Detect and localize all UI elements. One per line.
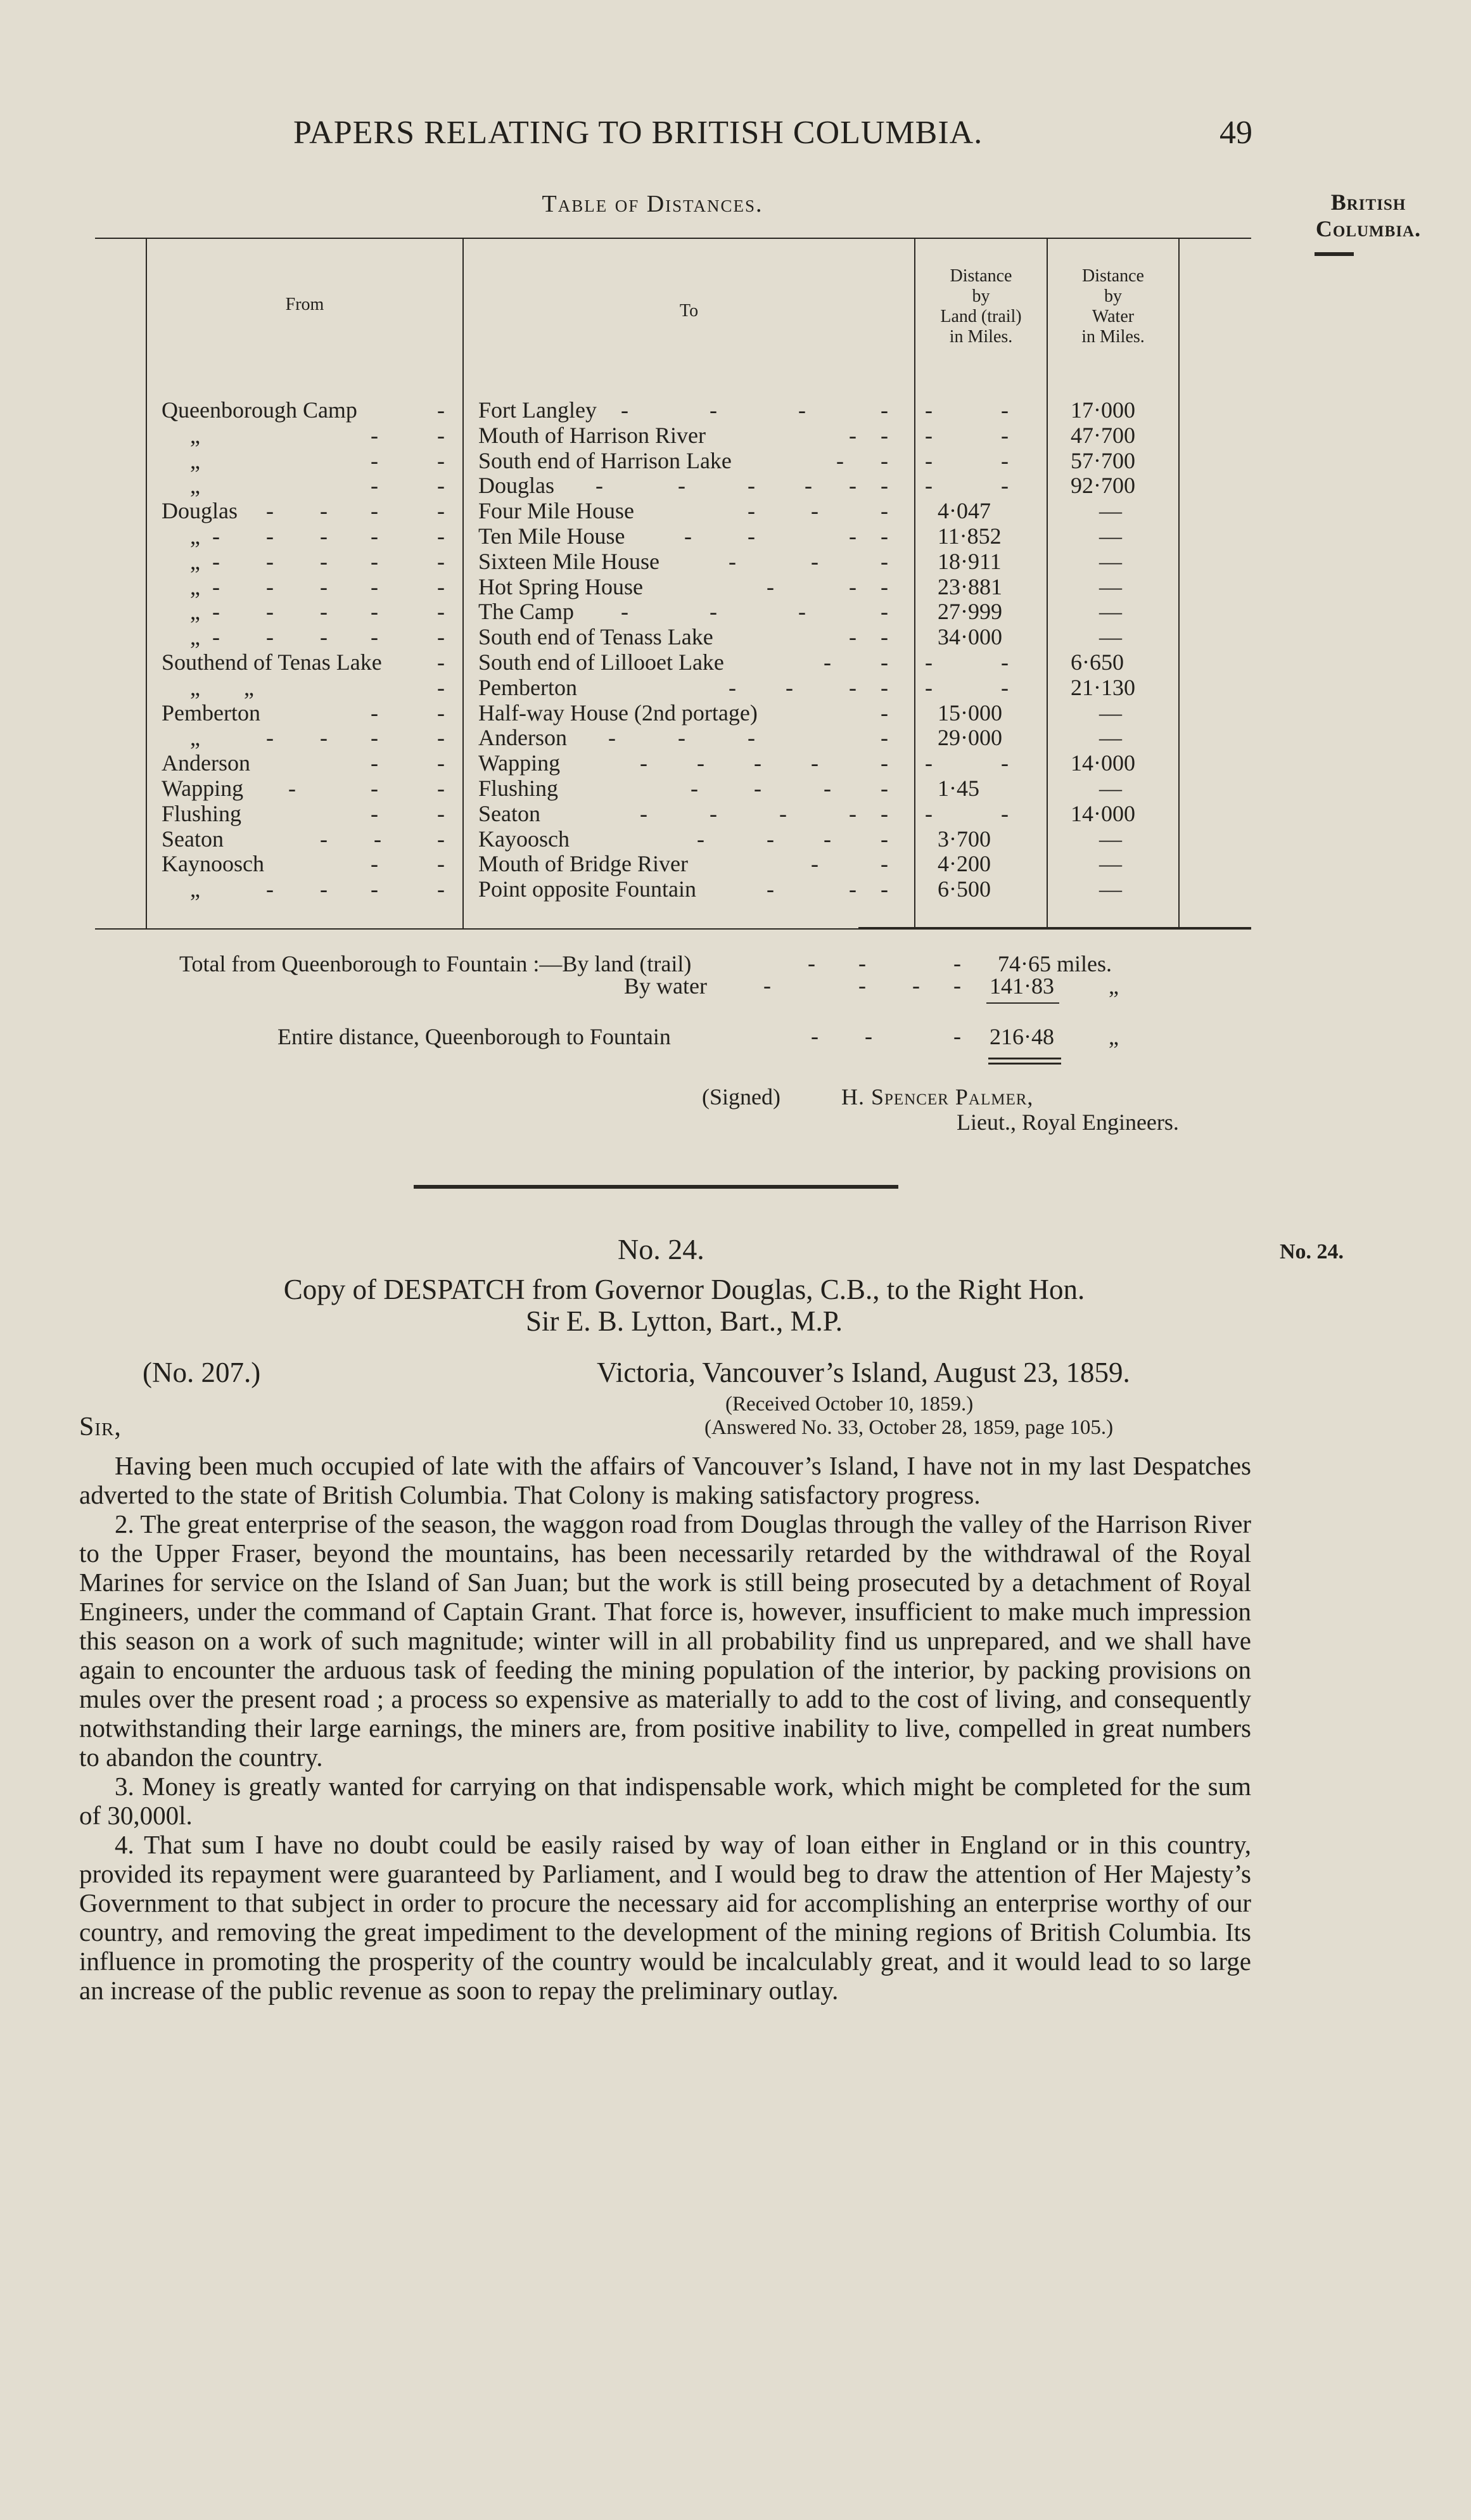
- leader-dash: -: [437, 574, 445, 599]
- header-water-line: Distance: [1082, 266, 1144, 286]
- cell-water: —: [1099, 523, 1122, 549]
- leader-dash: -: [881, 725, 888, 750]
- cell-from: Kaynoosch: [162, 851, 264, 876]
- leader-dash: -: [881, 776, 888, 801]
- cell-to: Point opposite Fountain: [478, 876, 697, 902]
- cell-land: -: [925, 423, 933, 448]
- leader-dash: -: [697, 750, 704, 776]
- cell-land: 6·500: [938, 876, 991, 902]
- leader-dash: -: [437, 826, 445, 852]
- leader-dash: -: [320, 523, 328, 549]
- leader-dash: -: [288, 776, 296, 801]
- leader-dash: -: [763, 973, 771, 998]
- leader-dash: -: [437, 801, 445, 826]
- leader-dash: -: [320, 574, 328, 599]
- cell-from: „: [190, 523, 200, 549]
- total-water-label: By water: [624, 973, 707, 999]
- leader-dash: -: [320, 876, 328, 902]
- leader-dash: -: [865, 1023, 872, 1049]
- leader-dash: -: [320, 826, 328, 852]
- table-bottom-rule: [95, 928, 1251, 930]
- despatch-heading-line2: Sir E. B. Lytton, Bart., M.P.: [525, 1305, 843, 1337]
- signed-label: (Signed): [702, 1084, 780, 1110]
- leader-dash: -: [849, 473, 856, 498]
- leader-dash: -: [881, 624, 888, 649]
- cell-water: —: [1099, 876, 1122, 902]
- leader-dash: -: [811, 851, 818, 876]
- leader-dash: -: [595, 473, 603, 498]
- leader-dash: -: [371, 549, 378, 574]
- leader-dash: -: [805, 473, 812, 498]
- cell-land: 15·000: [938, 700, 1002, 726]
- cell-to: Anderson: [478, 725, 567, 750]
- leader-dash: -: [710, 801, 717, 826]
- cell-from: „: [190, 574, 200, 599]
- leader-dash: -: [1001, 675, 1009, 700]
- running-head-title: PAPERS RELATING TO BRITISH COLUMBIA.: [293, 115, 983, 151]
- cell-from: Southend of Tenas Lake: [162, 649, 382, 675]
- despatch-heading: [0, 1274, 1368, 1337]
- leader-dash: -: [748, 473, 755, 498]
- leader-dash: -: [371, 851, 378, 876]
- leader-dash: -: [1001, 448, 1009, 473]
- cell-to: Douglas: [478, 473, 554, 498]
- cell-land: 3·700: [938, 826, 991, 852]
- header-water: [1048, 266, 1178, 347]
- cell-water: —: [1099, 776, 1122, 801]
- leader-dash: -: [621, 397, 628, 423]
- leader-dash: -: [678, 725, 685, 750]
- leader-dash: -: [371, 776, 378, 801]
- leader-dash: -: [374, 826, 381, 852]
- cell-from: „: [190, 599, 200, 624]
- leader-dash: -: [608, 725, 616, 750]
- cell-water: —: [1099, 599, 1122, 624]
- header-from: From: [285, 295, 324, 314]
- cell-water: —: [1099, 549, 1122, 574]
- leader-dash: -: [824, 826, 831, 852]
- leader-dash: -: [881, 675, 888, 700]
- leader-dash: -: [371, 448, 378, 473]
- cell-water: —: [1099, 826, 1122, 852]
- cell-to: Mouth of Bridge River: [478, 851, 688, 876]
- despatch-paragraph: 4. That sum I have no doubt could be easily raised by way of loan either in England or in this country, provided its repayment were guaranteed by Parliament, and I would beg to draw the attention of Her Majesty’s Government to that subject in order to procure the necessary aid for accomplishing an enterprise worthy of our country, and removing the great impediment to the development of the mining regions of British Columbia. Its influence in promoting the prosperity of the country would be incalculably great, and it would lead to so large an increase of the public revenue as soon to repay the preliminary outlay.: [79, 1830, 1251, 2005]
- total-entire-label: Entire distance, Queenborough to Fountain: [277, 1024, 671, 1049]
- cell-land: 29·000: [938, 725, 1002, 750]
- cell-from: Seaton: [162, 826, 224, 852]
- leader-dash: -: [767, 574, 774, 599]
- leader-dash: -: [786, 675, 793, 700]
- cell-from: Anderson: [162, 750, 250, 776]
- leader-dash: -: [1001, 423, 1009, 448]
- cell-water: 21·130: [1071, 675, 1135, 700]
- cell-from: „: [190, 423, 200, 448]
- leader-dash: -: [371, 599, 378, 624]
- cell-from: Pemberton: [162, 700, 260, 726]
- leader-dash: -: [849, 876, 856, 902]
- cell-from: Wapping: [162, 776, 244, 801]
- section-divider: [414, 1185, 898, 1189]
- total-entire-value: 216·48: [990, 1024, 1054, 1049]
- leader-dash: -: [811, 549, 818, 574]
- leader-dash: -: [212, 599, 220, 624]
- cell-water: —: [1099, 725, 1122, 750]
- cell-land: -: [925, 397, 933, 423]
- cell-to: Ten Mile House: [478, 523, 625, 549]
- cell-to: Kayoosch: [478, 826, 570, 852]
- margin-despatch-number: No. 24.: [1280, 1240, 1344, 1263]
- leader-dash: -: [881, 876, 888, 902]
- leader-dash: -: [437, 549, 445, 574]
- leader-dash: -: [212, 574, 220, 599]
- leader-dash: -: [697, 826, 704, 852]
- leader-dash: -: [437, 750, 445, 776]
- leader-dash: -: [748, 725, 755, 750]
- leader-dash: -: [371, 423, 378, 448]
- despatch-answered: (Answered No. 33, October 28, 1859, page 105.): [704, 1416, 1114, 1439]
- leader-dash: -: [881, 397, 888, 423]
- running-head: [0, 114, 1471, 165]
- leader-dash: -: [858, 973, 866, 998]
- leader-dash: -: [266, 725, 274, 750]
- total-entire-unit: „: [1109, 1024, 1119, 1049]
- cell-to: Half-way House (2nd portage): [478, 700, 758, 726]
- cell-to: Wapping: [478, 750, 561, 776]
- leader-dash: -: [266, 624, 274, 649]
- leader-dash: -: [849, 675, 856, 700]
- despatch-place-date: Victoria, Vancouver’s Island, August 23, 1859.: [597, 1357, 1130, 1388]
- table-top-rule: [95, 238, 1251, 239]
- leader-dash: -: [437, 851, 445, 876]
- cell-land: -: [925, 649, 933, 675]
- cell-land: 34·000: [938, 624, 1002, 649]
- leader-dash: -: [811, 1023, 818, 1049]
- leader-dash: -: [849, 801, 856, 826]
- leader-dash: -: [266, 876, 274, 902]
- cell-from: „: [190, 725, 200, 750]
- leader-dash: -: [640, 750, 647, 776]
- cell-land: -: [925, 448, 933, 473]
- total-water-unit: „: [1109, 973, 1119, 999]
- cell-from: „: [190, 549, 200, 574]
- cell-water: 57·700: [1071, 448, 1135, 473]
- leader-dash: -: [437, 700, 445, 726]
- leader-dash: -: [798, 397, 806, 423]
- leader-dash: -: [881, 574, 888, 599]
- double-rule-bottom: [988, 1063, 1061, 1065]
- leader-dash: -: [437, 776, 445, 801]
- leader-dash: -: [320, 624, 328, 649]
- header-land: [915, 266, 1047, 347]
- leader-dash: -: [824, 776, 831, 801]
- leader-dash: -: [437, 675, 445, 700]
- leader-dash: -: [811, 750, 818, 776]
- leader-dash: -: [836, 448, 844, 473]
- page-number: 49: [1219, 115, 1252, 151]
- leader-dash: -: [371, 700, 378, 726]
- cell-water: 47·700: [1071, 423, 1135, 448]
- leader-dash: -: [320, 599, 328, 624]
- leader-dash: -: [767, 876, 774, 902]
- leader-dash: -: [811, 498, 818, 523]
- leader-dash: -: [437, 498, 445, 523]
- cell-land: 18·911: [938, 549, 1002, 574]
- cell-land: -: [925, 675, 933, 700]
- leader-dash: -: [437, 523, 445, 549]
- total-water-value: 141·83: [990, 973, 1054, 999]
- leader-dash: -: [320, 549, 328, 574]
- margin-note-line2: Columbia.: [1315, 216, 1422, 241]
- cell-to: Fort Langley: [478, 397, 597, 423]
- despatch-paragraph: 2. The great enterprise of the season, the waggon road from Douglas through the valley of the Harrison River to the Upper Fraser, beyond the mountains, has been necessarily retarded by the withdrawal of the Royal Marines for service on the Island of San Juan; but the work is still being prosecuted by a detachment of Royal Engineers, under the command of Captain Grant. That force is, however, insufficient to make much impression this season on a work of such magnitude; winter will in all probability find us unprepared, and we shall have again to encounter the arduous task of feeding the mining population of the interior, by packing provisions on mules over the present road ; a process so expensive as materially to add to the cost of living, and consequently notwithstanding their large earnings, the miners are, from positive inability to live, compelled in great numbers to abandon the country.: [79, 1509, 1251, 1772]
- leader-dash: -: [881, 851, 888, 876]
- cell-water: —: [1099, 851, 1122, 876]
- leader-dash: -: [754, 776, 761, 801]
- despatch-paragraph: Having been much occupied of late with the affairs of Vancouver’s Island, I have not in my last Despatches adverted to the state of British Columbia. That Colony is making satisfactory progress.: [79, 1451, 1251, 1509]
- cell-land: 27·999: [938, 599, 1002, 624]
- header-land-line: Distance: [950, 266, 1012, 286]
- cell-from: „: [190, 448, 200, 473]
- leader-dash: -: [953, 950, 961, 976]
- leader-dash: -: [1001, 649, 1009, 675]
- leader-dash: -: [849, 523, 856, 549]
- cell-to: Hot Spring House: [478, 574, 643, 599]
- leader-dash: -: [748, 523, 755, 549]
- leader-dash: -: [371, 574, 378, 599]
- cell-to: Flushing: [478, 776, 559, 801]
- cell-land: 11·852: [938, 523, 1002, 549]
- leader-dash: -: [371, 801, 378, 826]
- total-land-label: Total from Queenborough to Fountain :—By land (trail): [179, 951, 692, 976]
- cell-to: The Camp: [478, 599, 574, 624]
- leader-dash: -: [881, 649, 888, 675]
- leader-dash: -: [437, 423, 445, 448]
- leader-dash: -: [691, 776, 698, 801]
- cell-to: South end of Lillooet Lake: [478, 649, 724, 675]
- cell-from: „: [190, 876, 200, 902]
- cell-from: Flushing: [162, 801, 242, 826]
- cell-land: 1·45: [938, 776, 979, 801]
- leader-dash: -: [808, 950, 815, 976]
- cell-land: 23·881: [938, 574, 1002, 599]
- header-land-line: in Miles.: [949, 327, 1013, 347]
- leader-dash: -: [881, 700, 888, 726]
- cell-land: -: [925, 801, 933, 826]
- leader-dash: -: [437, 649, 445, 675]
- cell-water: 6·650: [1071, 649, 1124, 675]
- despatch-heading-line1: Copy of DESPATCH from Governor Douglas, C.B., to the Right Hon.: [283, 1274, 1085, 1305]
- despatch-paragraph: 3. Money is greatly wanted for carrying on that indispensable work, which might be completed for the sum of 30,000l.: [79, 1772, 1251, 1830]
- leader-dash: -: [1001, 801, 1009, 826]
- cell-to: Sixteen Mile House: [478, 549, 659, 574]
- leader-dash: -: [849, 423, 856, 448]
- cell-to: Four Mile House: [478, 498, 634, 523]
- cell-from: „: [190, 473, 200, 498]
- cell-water: 14·000: [1071, 801, 1135, 826]
- cell-from: „ „: [190, 675, 254, 700]
- despatch-salutation: Sir,: [79, 1412, 122, 1442]
- cell-water: 17·000: [1071, 397, 1135, 423]
- col-rule-1: [146, 238, 147, 928]
- leader-dash: -: [266, 574, 274, 599]
- leader-dash: -: [881, 599, 888, 624]
- leader-dash: -: [320, 498, 328, 523]
- total-land-value: 74·65 miles.: [998, 951, 1112, 976]
- despatch-body: [79, 1451, 1251, 2005]
- cell-water: 14·000: [1071, 750, 1135, 776]
- leader-dash: -: [767, 826, 774, 852]
- leader-dash: -: [754, 750, 761, 776]
- leader-dash: -: [371, 624, 378, 649]
- leader-dash: -: [953, 973, 961, 998]
- signatory-name: H. Spencer Palmer,: [841, 1084, 1034, 1110]
- leader-dash: -: [881, 448, 888, 473]
- cell-from: „: [190, 624, 200, 649]
- leader-dash: -: [371, 876, 378, 902]
- header-land-line: by: [972, 286, 990, 306]
- leader-dash: -: [881, 473, 888, 498]
- leader-dash: -: [779, 801, 787, 826]
- cell-to: Seaton: [478, 801, 540, 826]
- leader-dash: -: [437, 876, 445, 902]
- leader-dash: -: [640, 801, 647, 826]
- leader-dash: -: [849, 624, 856, 649]
- leader-dash: -: [437, 599, 445, 624]
- leader-dash: -: [371, 523, 378, 549]
- cell-water: 92·700: [1071, 473, 1135, 498]
- leader-dash: -: [212, 549, 220, 574]
- leader-dash: -: [266, 599, 274, 624]
- leader-dash: -: [1001, 473, 1009, 498]
- col-rule-2: [462, 238, 464, 928]
- leader-dash: -: [320, 725, 328, 750]
- header-land-line: Land (trail): [940, 307, 1022, 326]
- cell-water: —: [1099, 624, 1122, 649]
- header-water-line: Water: [1092, 307, 1135, 326]
- sum-rule: [986, 1002, 1059, 1004]
- leader-dash: -: [437, 624, 445, 649]
- leader-dash: -: [371, 750, 378, 776]
- leader-dash: -: [881, 750, 888, 776]
- leader-dash: -: [621, 599, 628, 624]
- header-water-line: by: [1104, 286, 1122, 306]
- leader-dash: -: [371, 498, 378, 523]
- margin-note-line1: British: [1330, 189, 1406, 215]
- leader-dash: -: [371, 473, 378, 498]
- leader-dash: -: [748, 498, 755, 523]
- cell-water: —: [1099, 700, 1122, 726]
- leader-dash: -: [371, 725, 378, 750]
- leader-dash: -: [953, 1023, 961, 1049]
- cell-to: South end of Harrison Lake: [478, 448, 732, 473]
- leader-dash: -: [437, 473, 445, 498]
- cell-land: -: [925, 750, 933, 776]
- leader-dash: -: [912, 973, 920, 998]
- leader-dash: -: [684, 523, 692, 549]
- leader-dash: -: [437, 397, 445, 423]
- leader-dash: -: [881, 498, 888, 523]
- margin-note-dash: [1315, 252, 1354, 256]
- leader-dash: -: [266, 498, 274, 523]
- signatory-title: Lieut., Royal Engineers.: [957, 1110, 1179, 1135]
- leader-dash: -: [858, 950, 866, 976]
- leader-dash: -: [729, 549, 736, 574]
- cell-from: Douglas: [162, 498, 238, 523]
- leader-dash: -: [710, 599, 717, 624]
- leader-dash: -: [710, 397, 717, 423]
- leader-dash: -: [881, 801, 888, 826]
- despatch-number-text: No. 24.: [618, 1233, 704, 1265]
- despatch-ref: (No. 207.): [143, 1357, 261, 1388]
- leader-dash: -: [212, 624, 220, 649]
- leader-dash: -: [849, 574, 856, 599]
- cell-land: 4·047: [938, 498, 991, 523]
- leader-dash: -: [798, 599, 806, 624]
- leader-dash: -: [1001, 397, 1009, 423]
- leader-dash: -: [881, 423, 888, 448]
- header-to: To: [679, 301, 699, 321]
- leader-dash: -: [881, 523, 888, 549]
- leader-dash: -: [437, 448, 445, 473]
- header-water-line: in Miles.: [1081, 327, 1145, 347]
- table-title: Table of Distances.: [542, 191, 763, 217]
- leader-dash: -: [824, 649, 831, 675]
- leader-dash: -: [678, 473, 685, 498]
- leader-dash: -: [881, 549, 888, 574]
- cell-to: South end of Tenass Lake: [478, 624, 713, 649]
- leader-dash: -: [266, 523, 274, 549]
- cell-from: Queenborough Camp: [162, 397, 357, 423]
- cell-water: —: [1099, 574, 1122, 599]
- cell-water: —: [1099, 498, 1122, 523]
- cell-land: 4·200: [938, 851, 991, 876]
- leader-dash: -: [266, 549, 274, 574]
- col-rule-5: [1178, 238, 1180, 928]
- leader-dash: -: [1001, 750, 1009, 776]
- cell-land: -: [925, 473, 933, 498]
- leader-dash: -: [212, 523, 220, 549]
- cell-to: Pemberton: [478, 675, 577, 700]
- despatch-received: (Received October 10, 1859.): [725, 1393, 974, 1416]
- leader-dash: -: [729, 675, 736, 700]
- leader-dash: -: [881, 826, 888, 852]
- double-rule-top: [988, 1058, 1061, 1059]
- margin-note-british-columbia: [1261, 189, 1471, 242]
- cell-to: Mouth of Harrison River: [478, 423, 706, 448]
- leader-dash: -: [437, 725, 445, 750]
